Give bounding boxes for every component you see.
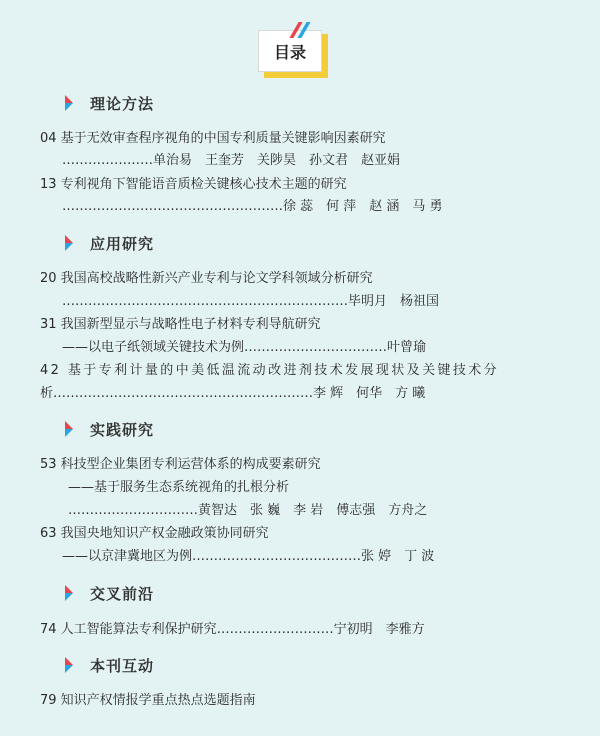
section-label: 本刊互动: [90, 656, 155, 675]
toc-subtitle-63: ——以京津冀地区为例…………………………………张 婷 丁 波: [62, 549, 435, 564]
section-header-practice: [60, 418, 154, 440]
chevron-right-icon: [60, 656, 78, 674]
section-header-frontier: [60, 582, 154, 604]
toc-authors-20: …………………………………………………………毕明月 杨祖国: [62, 294, 440, 309]
section-label: 应用研究: [90, 234, 155, 253]
toc-subtitle-53: ——基于服务生态系统视角的扎根分析: [68, 480, 290, 495]
toc-entry-13[interactable]: 13 专利视角下智能语音质检关键核心技术主题的研究: [40, 177, 347, 192]
chevron-right-icon: [60, 420, 78, 438]
chevron-right-icon: [60, 234, 78, 252]
toc-authors-53: …………………………黄智达 张 巍 李 岩 傅志强 方舟之: [68, 503, 428, 518]
toc-entry-63[interactable]: 63 我国央地知识产权金融政策协同研究: [40, 526, 269, 541]
toc-title: 目录: [258, 30, 322, 72]
toc-entry-42[interactable]: 42 基于专利计量的中美低温流动改进剂技术发展现状及关键技术分: [40, 363, 500, 378]
toc-authors-42: 析……………………………………………………李 辉 何华 方 曦: [40, 386, 426, 401]
toc-authors-13: ……………………………………………徐 蕊 何 萍 赵 涵 马 勇: [62, 199, 443, 214]
chevron-right-icon: [60, 94, 78, 112]
section-label: 交叉前沿: [90, 584, 155, 603]
toc-subtitle-31: ——以电子纸领域关键技术为例……………………………叶曾瑜: [62, 340, 427, 355]
section-header-interaction: [60, 654, 154, 676]
chevron-right-icon: [60, 584, 78, 602]
toc-entry-31[interactable]: 31 我国新型显示与战略性电子材料专利导航研究: [40, 317, 321, 332]
section-label: 理论方法: [90, 94, 155, 113]
toc-authors-04: …………………单治易 王奎芳 关陟昊 孙文君 赵亚娟: [62, 153, 401, 168]
toc-title-badge: [258, 26, 330, 78]
section-header-theory: [60, 92, 154, 114]
toc-entry-79[interactable]: 79 知识产权情报学重点热点选题指南: [40, 693, 256, 708]
toc-entry-74[interactable]: 74 人工智能算法专利保护研究………………………宁初明 李雅方: [40, 622, 425, 637]
toc-entry-53[interactable]: 53 科技型企业集团专利运营体系的构成要素研究: [40, 457, 321, 472]
toc-entry-04[interactable]: 04 基于无效审查程序视角的中国专利质量关键影响因素研究: [40, 131, 386, 146]
section-label: 实践研究: [90, 420, 155, 439]
section-header-application: [60, 232, 154, 254]
toc-entry-20[interactable]: 20 我国高校战略性新兴产业专利与论文学科领域分析研究: [40, 271, 373, 286]
